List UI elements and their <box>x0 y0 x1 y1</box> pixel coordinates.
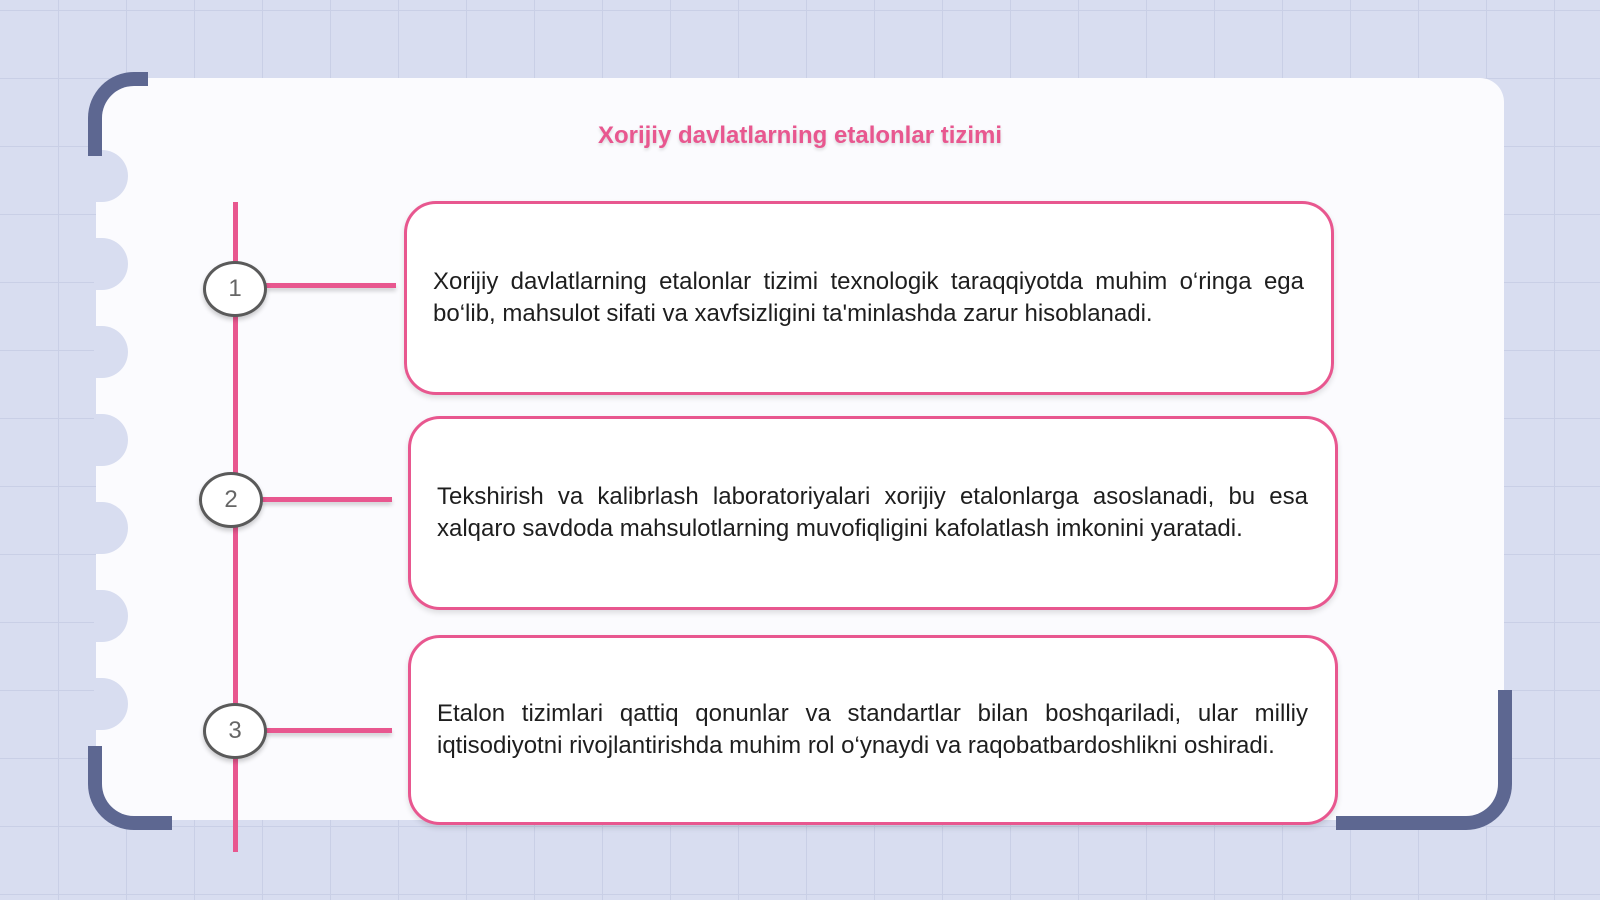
timeline-connector <box>266 283 396 288</box>
frame-corner-bottom-left <box>88 746 172 830</box>
frame-corner-top-left <box>88 72 148 156</box>
step-box-2 <box>408 416 1338 610</box>
slide-title: Xorijiy davlatlarning etalonlar tizimi <box>597 122 1003 149</box>
timeline-connector <box>266 728 392 733</box>
step-box-3 <box>408 635 1338 825</box>
frame-corner-bottom-right <box>1336 690 1512 830</box>
step-number-1: 1 <box>203 261 267 317</box>
step-text-1: Xorijiy davlatlarning etalonlar tizimi texnologik taraqqiyotda muhim o‘ringa ega bo‘lib, mahsulot sifati va xavfsizligini ta'minlashda zarur hisoblanadi. <box>433 268 1304 327</box>
step-text-2: Tekshirish va kalibrlash laboratoriyalari xorijiy etalonlarga asoslanadi, bu esa xalqaro savdoda mahsulotlarning muvofiqligini kafolatlash imkonini yaratadi. <box>437 483 1308 542</box>
step-number-2: 2 <box>199 472 263 528</box>
step-text-3: Etalon tizimlari qattiq qonunlar va standartlar bilan boshqariladi, ular milliy iqtisodiyotni rivojlantirishda muhim rol o‘ynaydi va raqobatbardoshlikni oshiradi. <box>437 700 1308 759</box>
step-box-1 <box>404 201 1334 395</box>
step-number-3: 3 <box>203 703 267 759</box>
timeline-connector <box>262 497 392 502</box>
